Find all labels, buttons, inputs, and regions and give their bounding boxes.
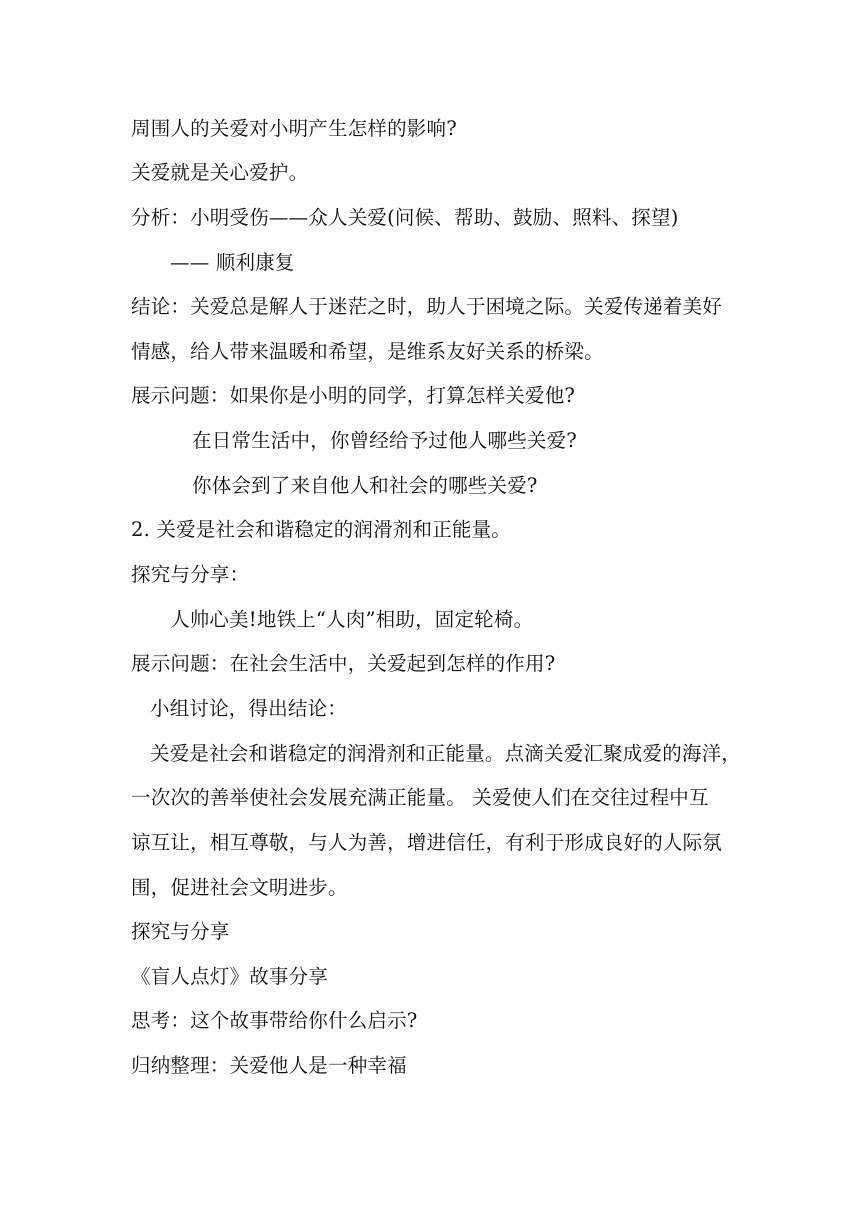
paragraph-definition: 关爱就是关心爱护。 (131, 161, 309, 184)
paragraph-explore-share: 探究与分享： (131, 563, 250, 586)
paragraph-story-title: 《盲人点灯》故事分享 (131, 965, 329, 988)
paragraph-conclusion-line2: 情感，给人带来温暖和希望，是维系友好关系的桥梁。 (131, 340, 604, 363)
paragraph-explore-share-2: 探究与分享 (131, 920, 230, 943)
paragraph-show-question-2: 展示问题：在社会生活中，关爱起到怎样的作用? (131, 652, 556, 675)
paragraph-analysis-result: —— 顺利康复 (170, 251, 295, 274)
paragraph-discussion-line4: 围，促进社会文明进步。 (131, 876, 348, 899)
paragraph-summary: 归纳整理：关爱他人是一种幸福 (131, 1054, 407, 1077)
paragraph-conclusion-line1: 结论：关爱总是解人于迷茫之时，助人于困境之际。关爱传递着美好 (131, 295, 723, 318)
paragraph-sub-question-2: 你体会到了来自他人和社会的哪些关爱? (192, 474, 538, 497)
section-heading-2: 2. 关爱是社会和谐稳定的润滑剂和正能量。 (131, 518, 512, 541)
paragraph-think: 思考：这个故事带给你什么启示? (131, 1009, 418, 1032)
paragraph-question: 周围人的关爱对小明产生怎样的影响? (131, 117, 457, 140)
paragraph-group-discussion: 小组讨论，得出结论： (150, 697, 348, 720)
paragraph-analysis: 分析：小明受伤——众人关爱(问候、帮助、鼓励、照料、探望) (131, 206, 679, 229)
paragraph-discussion-line1: 关爱是社会和谐稳定的润滑剂和正能量。点滴关爱汇聚成爱的海洋， (150, 742, 742, 765)
paragraph-metro-story: 人帅心美!地铁上“人肉”相助，固定轮椅。 (170, 608, 534, 631)
paragraph-show-question: 展示问题：如果你是小明的同学，打算怎样关爱他? (131, 384, 576, 407)
paragraph-discussion-line2: 一次次的善举使社会发展充满正能量。 关爱使人们在交往过程中互 (131, 786, 709, 809)
paragraph-sub-question-1: 在日常生活中，你曾经给予过他人哪些关爱? (192, 429, 577, 452)
paragraph-discussion-line3: 谅互让，相互尊敬，与人为善，增进信任，有利于形成良好的人际氛 (131, 831, 723, 854)
